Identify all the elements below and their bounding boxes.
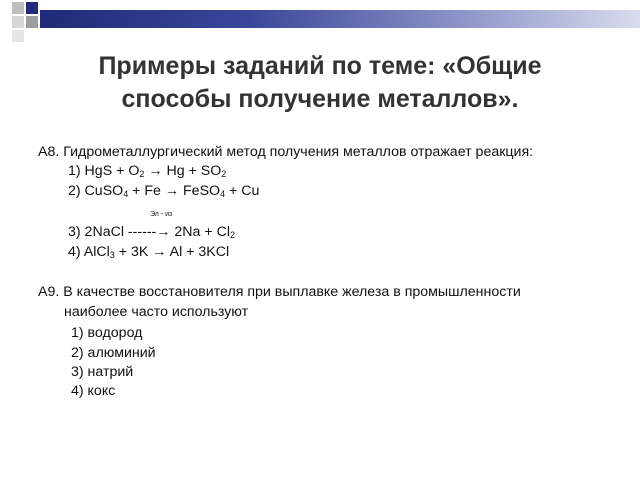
- title-line-1: Примеры заданий по теме: «Общие: [98, 52, 542, 80]
- question-a9-line-2: наиболее часто используют: [64, 304, 249, 320]
- a8-option-2: 2) CuSO$_4$ + Fe → FeSO$_4$ + Cu: [68, 183, 260, 199]
- header-square-4: [12, 16, 24, 28]
- a9-option-3: 3) натрий: [71, 364, 134, 380]
- header-square-5: [12, 30, 24, 42]
- header-gradient-bar: [40, 10, 640, 28]
- header-square-2: [26, 2, 38, 14]
- a8-option-4: 4) AlCl$_3$ + 3K → Al + 3KCl: [68, 244, 230, 260]
- title-line-2: способы получение металлов».: [121, 85, 519, 113]
- header-square-3: [26, 16, 38, 28]
- a8-option-1: 1) HgS + $O_2 \to Hg + SO_2$: [68, 163, 227, 179]
- question-a8: А8. Гидрометаллургический метод получения металлов отражает реакция:: [38, 144, 534, 160]
- a8-option-3: 3) 2NaCl ------→ $2Na + Cl_2$: [68, 224, 236, 240]
- arrow-label: Эл - из: [150, 211, 173, 218]
- page-title: [20, 50, 620, 116]
- question-a9-line-1: А9. В качестве восстановителя при выплавке железа в промышленности: [38, 284, 521, 300]
- header-square-1: [12, 2, 24, 14]
- a9-option-2: 2) алюминий: [71, 345, 156, 361]
- a9-option-1: 1) водород: [71, 325, 143, 341]
- a9-option-4: 4) кокс: [71, 383, 116, 399]
